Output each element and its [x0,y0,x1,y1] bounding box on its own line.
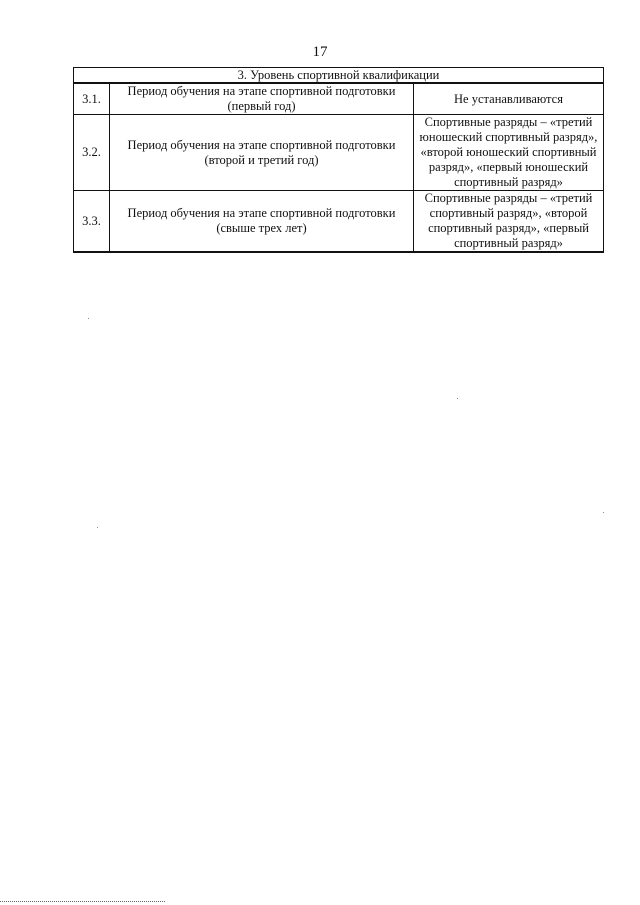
section-title: 3. Уровень спортивной квалификации [74,68,604,84]
qualification-cell: Спортивные разряды – «третий юношеский спортивный разряд», «второй юношеский спортивный разряд», «первый юношеский спортивный разряд» [414,115,604,191]
table-row [74,191,604,253]
table-section-header-row [74,68,604,84]
table-row [74,83,604,115]
row-number: 3.1. [74,83,110,115]
period-cell: Период обучения на этапе спортивной подготовки (свыше трех лет) [110,191,414,253]
row-number: 3.3. [74,191,110,253]
page-number: 17 [312,44,328,60]
row-number: 3.2. [74,115,110,191]
scan-speck [97,527,98,528]
footer-rule [0,901,165,902]
period-cell: Период обучения на этапе спортивной подготовки (первый год) [110,83,414,115]
qualification-table [73,67,604,253]
table-row [74,115,604,191]
qualification-cell: Спортивные разряды – «третий спортивный разряд», «второй спортивный разряд», «первый спортивный разряд» [414,191,604,253]
scan-speck [88,318,89,319]
qualification-cell: Не устанавливаются [414,83,604,115]
scan-speck [603,512,604,513]
scan-speck [457,398,458,399]
period-cell: Период обучения на этапе спортивной подготовки (второй и третий год) [110,115,414,191]
